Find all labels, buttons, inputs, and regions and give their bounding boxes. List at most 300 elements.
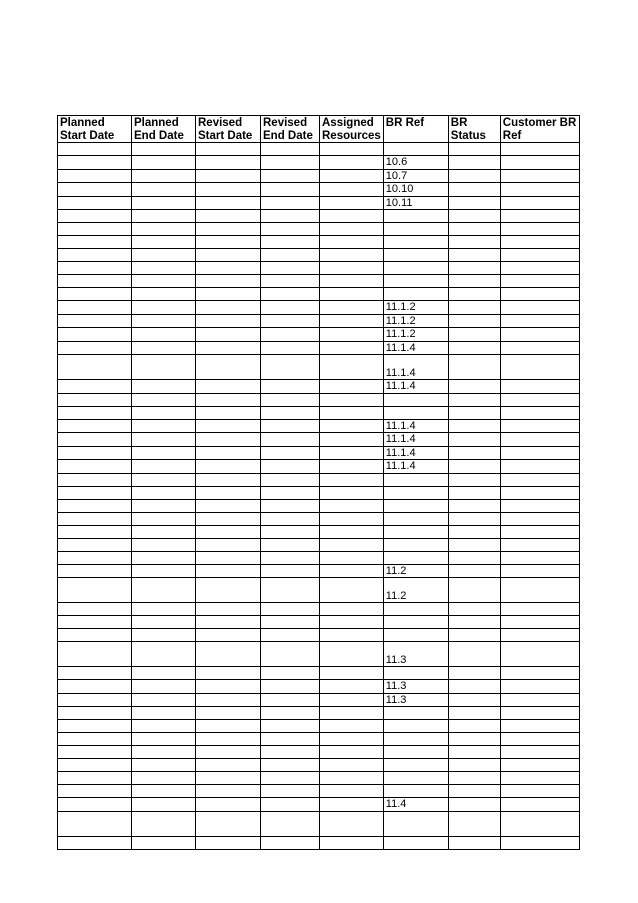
br-ref-cell[interactable]: 11.2 <box>383 564 448 578</box>
table-cell[interactable] <box>58 564 132 578</box>
table-cell[interactable] <box>261 759 320 772</box>
table-cell[interactable] <box>261 341 320 355</box>
table-cell[interactable] <box>320 564 384 578</box>
br-ref-cell[interactable] <box>383 746 448 759</box>
table-cell[interactable] <box>58 473 132 486</box>
table-cell[interactable] <box>448 746 500 759</box>
table-cell[interactable] <box>448 328 500 342</box>
table-cell[interactable] <box>261 578 320 603</box>
table-cell[interactable] <box>500 486 579 499</box>
table-cell[interactable] <box>58 433 132 447</box>
table-cell[interactable] <box>500 811 579 836</box>
table-cell[interactable] <box>132 460 196 474</box>
table-cell[interactable] <box>320 473 384 486</box>
table-cell[interactable] <box>448 667 500 680</box>
table-cell[interactable] <box>58 811 132 836</box>
table-cell[interactable] <box>196 603 261 616</box>
table-cell[interactable] <box>448 720 500 733</box>
br-ref-cell[interactable] <box>383 551 448 564</box>
table-cell[interactable] <box>132 578 196 603</box>
table-cell[interactable] <box>261 785 320 798</box>
br-ref-cell[interactable]: 11.4 <box>383 798 448 812</box>
table-cell[interactable] <box>261 707 320 720</box>
table-cell[interactable] <box>320 249 384 262</box>
table-cell[interactable] <box>132 746 196 759</box>
table-cell[interactable] <box>261 275 320 288</box>
table-cell[interactable] <box>196 156 261 170</box>
table-cell[interactable] <box>500 143 579 156</box>
table-cell[interactable] <box>196 210 261 223</box>
table-cell[interactable] <box>261 811 320 836</box>
table-cell[interactable] <box>320 707 384 720</box>
table-cell[interactable] <box>261 720 320 733</box>
br-ref-cell[interactable]: 10.7 <box>383 169 448 183</box>
table-cell[interactable] <box>448 473 500 486</box>
table-cell[interactable] <box>320 196 384 210</box>
table-cell[interactable] <box>320 210 384 223</box>
table-cell[interactable] <box>320 169 384 183</box>
table-cell[interactable] <box>132 551 196 564</box>
table-cell[interactable] <box>196 746 261 759</box>
table-cell[interactable] <box>261 419 320 433</box>
table-cell[interactable] <box>261 196 320 210</box>
table-cell[interactable] <box>320 262 384 275</box>
table-cell[interactable] <box>500 772 579 785</box>
table-cell[interactable] <box>196 262 261 275</box>
table-cell[interactable] <box>500 380 579 394</box>
table-cell[interactable] <box>58 499 132 512</box>
table-cell[interactable] <box>448 680 500 694</box>
table-cell[interactable] <box>261 629 320 642</box>
table-cell[interactable] <box>58 249 132 262</box>
table-cell[interactable] <box>500 551 579 564</box>
table-cell[interactable] <box>500 196 579 210</box>
table-cell[interactable] <box>196 538 261 551</box>
br-ref-cell[interactable] <box>383 525 448 538</box>
table-cell[interactable] <box>196 512 261 525</box>
table-cell[interactable] <box>196 525 261 538</box>
table-cell[interactable] <box>132 380 196 394</box>
table-cell[interactable] <box>320 380 384 394</box>
table-cell[interactable] <box>448 446 500 460</box>
table-cell[interactable] <box>320 341 384 355</box>
table-cell[interactable] <box>448 196 500 210</box>
table-cell[interactable] <box>196 486 261 499</box>
table-cell[interactable] <box>196 223 261 236</box>
table-cell[interactable] <box>132 169 196 183</box>
table-cell[interactable] <box>500 406 579 419</box>
table-cell[interactable] <box>261 236 320 249</box>
table-cell[interactable] <box>261 288 320 301</box>
table-cell[interactable] <box>448 460 500 474</box>
table-cell[interactable] <box>196 707 261 720</box>
table-cell[interactable] <box>261 836 320 849</box>
table-cell[interactable] <box>500 314 579 328</box>
table-cell[interactable] <box>448 733 500 746</box>
br-ref-cell[interactable] <box>383 210 448 223</box>
table-cell[interactable] <box>58 603 132 616</box>
table-cell[interactable] <box>261 616 320 629</box>
br-ref-cell[interactable] <box>383 720 448 733</box>
table-cell[interactable] <box>196 341 261 355</box>
table-cell[interactable] <box>448 275 500 288</box>
table-cell[interactable] <box>500 667 579 680</box>
table-cell[interactable] <box>320 183 384 197</box>
br-ref-cell[interactable] <box>383 473 448 486</box>
table-cell[interactable] <box>320 733 384 746</box>
table-cell[interactable] <box>261 512 320 525</box>
table-cell[interactable] <box>261 223 320 236</box>
table-cell[interactable] <box>132 341 196 355</box>
table-cell[interactable] <box>500 433 579 447</box>
table-cell[interactable] <box>261 551 320 564</box>
table-cell[interactable] <box>132 616 196 629</box>
table-cell[interactable] <box>448 798 500 812</box>
table-cell[interactable] <box>448 811 500 836</box>
table-cell[interactable] <box>500 183 579 197</box>
table-cell[interactable] <box>132 156 196 170</box>
table-cell[interactable] <box>448 836 500 849</box>
table-cell[interactable] <box>132 680 196 694</box>
br-ref-cell[interactable] <box>383 406 448 419</box>
table-cell[interactable] <box>320 156 384 170</box>
table-cell[interactable] <box>320 642 384 667</box>
br-ref-cell[interactable] <box>383 223 448 236</box>
table-cell[interactable] <box>500 746 579 759</box>
table-cell[interactable] <box>196 798 261 812</box>
br-ref-cell[interactable] <box>383 288 448 301</box>
br-ref-cell[interactable]: 11.1.2 <box>383 328 448 342</box>
br-ref-cell[interactable]: 11.1.4 <box>383 433 448 447</box>
table-cell[interactable] <box>500 210 579 223</box>
table-cell[interactable] <box>58 183 132 197</box>
table-cell[interactable] <box>320 355 384 380</box>
table-cell[interactable] <box>500 759 579 772</box>
table-cell[interactable] <box>448 538 500 551</box>
table-cell[interactable] <box>320 328 384 342</box>
br-ref-cell[interactable]: 11.1.4 <box>383 460 448 474</box>
table-cell[interactable] <box>132 314 196 328</box>
table-cell[interactable] <box>58 419 132 433</box>
table-cell[interactable] <box>196 667 261 680</box>
table-cell[interactable] <box>196 183 261 197</box>
table-cell[interactable] <box>320 836 384 849</box>
table-cell[interactable] <box>196 564 261 578</box>
table-cell[interactable] <box>261 301 320 315</box>
table-cell[interactable] <box>132 733 196 746</box>
table-cell[interactable] <box>58 406 132 419</box>
table-cell[interactable] <box>500 578 579 603</box>
table-cell[interactable] <box>132 629 196 642</box>
table-cell[interactable] <box>320 419 384 433</box>
table-cell[interactable] <box>196 169 261 183</box>
br-ref-cell[interactable] <box>383 236 448 249</box>
table-cell[interactable] <box>58 667 132 680</box>
table-cell[interactable] <box>448 707 500 720</box>
table-cell[interactable] <box>500 538 579 551</box>
table-cell[interactable] <box>448 183 500 197</box>
table-cell[interactable] <box>261 693 320 707</box>
table-cell[interactable] <box>320 811 384 836</box>
table-cell[interactable] <box>132 525 196 538</box>
table-cell[interactable] <box>132 836 196 849</box>
table-cell[interactable] <box>196 419 261 433</box>
table-cell[interactable] <box>500 642 579 667</box>
table-cell[interactable] <box>196 811 261 836</box>
br-ref-cell[interactable]: 11.1.4 <box>383 341 448 355</box>
table-cell[interactable] <box>196 499 261 512</box>
table-cell[interactable] <box>58 642 132 667</box>
table-cell[interactable] <box>448 143 500 156</box>
table-cell[interactable] <box>320 680 384 694</box>
table-cell[interactable] <box>132 288 196 301</box>
table-cell[interactable] <box>320 616 384 629</box>
table-cell[interactable] <box>58 210 132 223</box>
table-cell[interactable] <box>320 393 384 406</box>
table-cell[interactable] <box>448 759 500 772</box>
table-cell[interactable] <box>58 169 132 183</box>
table-cell[interactable] <box>261 603 320 616</box>
table-cell[interactable] <box>196 355 261 380</box>
table-cell[interactable] <box>320 288 384 301</box>
table-cell[interactable] <box>448 551 500 564</box>
table-cell[interactable] <box>58 616 132 629</box>
table-cell[interactable] <box>58 314 132 328</box>
table-cell[interactable] <box>320 301 384 315</box>
br-ref-cell[interactable] <box>383 836 448 849</box>
table-cell[interactable] <box>448 236 500 249</box>
table-cell[interactable] <box>320 798 384 812</box>
table-cell[interactable] <box>500 156 579 170</box>
table-cell[interactable] <box>196 406 261 419</box>
br-ref-cell[interactable] <box>383 707 448 720</box>
table-cell[interactable] <box>58 629 132 642</box>
table-cell[interactable] <box>196 328 261 342</box>
table-cell[interactable] <box>320 406 384 419</box>
table-cell[interactable] <box>448 262 500 275</box>
table-cell[interactable] <box>196 693 261 707</box>
table-cell[interactable] <box>196 785 261 798</box>
table-cell[interactable] <box>320 720 384 733</box>
table-cell[interactable] <box>132 759 196 772</box>
br-ref-cell[interactable] <box>383 249 448 262</box>
br-ref-cell[interactable] <box>383 733 448 746</box>
br-ref-cell[interactable] <box>383 262 448 275</box>
table-cell[interactable] <box>58 236 132 249</box>
table-cell[interactable] <box>132 642 196 667</box>
table-cell[interactable] <box>500 680 579 694</box>
table-cell[interactable] <box>196 680 261 694</box>
table-cell[interactable] <box>58 380 132 394</box>
table-cell[interactable] <box>448 603 500 616</box>
table-cell[interactable] <box>448 433 500 447</box>
table-cell[interactable] <box>261 667 320 680</box>
table-cell[interactable] <box>500 693 579 707</box>
table-cell[interactable] <box>196 629 261 642</box>
table-cell[interactable] <box>320 525 384 538</box>
table-cell[interactable] <box>58 785 132 798</box>
table-cell[interactable] <box>320 512 384 525</box>
br-ref-cell[interactable] <box>383 143 448 156</box>
table-cell[interactable] <box>132 785 196 798</box>
table-cell[interactable] <box>58 328 132 342</box>
table-cell[interactable] <box>261 169 320 183</box>
table-cell[interactable] <box>261 156 320 170</box>
table-cell[interactable] <box>500 288 579 301</box>
br-ref-cell[interactable] <box>383 759 448 772</box>
table-cell[interactable] <box>132 183 196 197</box>
table-cell[interactable] <box>448 341 500 355</box>
br-ref-cell[interactable] <box>383 499 448 512</box>
table-cell[interactable] <box>320 143 384 156</box>
table-cell[interactable] <box>196 249 261 262</box>
br-ref-cell[interactable]: 10.10 <box>383 183 448 197</box>
table-cell[interactable] <box>132 473 196 486</box>
table-cell[interactable] <box>132 486 196 499</box>
table-cell[interactable] <box>196 578 261 603</box>
table-cell[interactable] <box>132 693 196 707</box>
table-cell[interactable] <box>500 236 579 249</box>
table-cell[interactable] <box>320 693 384 707</box>
table-cell[interactable] <box>500 733 579 746</box>
table-cell[interactable] <box>132 210 196 223</box>
table-cell[interactable] <box>500 616 579 629</box>
br-ref-cell[interactable]: 11.1.2 <box>383 301 448 315</box>
table-cell[interactable] <box>58 733 132 746</box>
table-cell[interactable] <box>448 785 500 798</box>
table-cell[interactable] <box>132 707 196 720</box>
table-cell[interactable] <box>58 798 132 812</box>
table-cell[interactable] <box>500 836 579 849</box>
table-cell[interactable] <box>261 499 320 512</box>
table-cell[interactable] <box>261 380 320 394</box>
table-cell[interactable] <box>58 707 132 720</box>
table-cell[interactable] <box>58 578 132 603</box>
table-cell[interactable] <box>500 262 579 275</box>
table-cell[interactable] <box>320 667 384 680</box>
br-ref-cell[interactable]: 10.6 <box>383 156 448 170</box>
table-cell[interactable] <box>261 642 320 667</box>
table-cell[interactable] <box>132 262 196 275</box>
table-cell[interactable] <box>132 275 196 288</box>
table-cell[interactable] <box>132 196 196 210</box>
table-cell[interactable] <box>132 301 196 315</box>
table-cell[interactable] <box>448 393 500 406</box>
table-cell[interactable] <box>500 499 579 512</box>
table-cell[interactable] <box>196 314 261 328</box>
table-cell[interactable] <box>261 772 320 785</box>
table-cell[interactable] <box>448 499 500 512</box>
table-cell[interactable] <box>132 393 196 406</box>
table-cell[interactable] <box>320 433 384 447</box>
table-cell[interactable] <box>196 460 261 474</box>
br-ref-cell[interactable]: 11.1.4 <box>383 446 448 460</box>
table-cell[interactable] <box>500 419 579 433</box>
table-cell[interactable] <box>196 733 261 746</box>
table-cell[interactable] <box>320 746 384 759</box>
br-ref-cell[interactable]: 10.11 <box>383 196 448 210</box>
table-cell[interactable] <box>196 446 261 460</box>
table-cell[interactable] <box>261 314 320 328</box>
table-cell[interactable] <box>132 798 196 812</box>
table-cell[interactable] <box>320 629 384 642</box>
table-cell[interactable] <box>58 512 132 525</box>
table-cell[interactable] <box>261 183 320 197</box>
table-cell[interactable] <box>500 603 579 616</box>
table-cell[interactable] <box>261 733 320 746</box>
br-ref-cell[interactable] <box>383 603 448 616</box>
table-cell[interactable] <box>132 143 196 156</box>
table-cell[interactable] <box>196 473 261 486</box>
table-cell[interactable] <box>132 355 196 380</box>
table-cell[interactable] <box>58 275 132 288</box>
table-cell[interactable] <box>500 473 579 486</box>
br-ref-cell[interactable]: 11.2 <box>383 578 448 603</box>
table-cell[interactable] <box>500 525 579 538</box>
br-ref-cell[interactable]: 11.1.4 <box>383 419 448 433</box>
table-cell[interactable] <box>261 328 320 342</box>
table-cell[interactable] <box>58 538 132 551</box>
table-cell[interactable] <box>261 406 320 419</box>
br-ref-cell[interactable] <box>383 629 448 642</box>
table-cell[interactable] <box>132 223 196 236</box>
br-ref-cell[interactable] <box>383 667 448 680</box>
table-cell[interactable] <box>196 642 261 667</box>
table-cell[interactable] <box>448 629 500 642</box>
table-cell[interactable] <box>500 785 579 798</box>
table-cell[interactable] <box>500 629 579 642</box>
table-cell[interactable] <box>261 746 320 759</box>
table-cell[interactable] <box>58 143 132 156</box>
table-cell[interactable] <box>261 262 320 275</box>
br-ref-cell[interactable] <box>383 785 448 798</box>
table-cell[interactable] <box>196 433 261 447</box>
table-cell[interactable] <box>261 355 320 380</box>
table-cell[interactable] <box>196 288 261 301</box>
br-ref-cell[interactable] <box>383 486 448 499</box>
table-cell[interactable] <box>320 578 384 603</box>
table-cell[interactable] <box>132 236 196 249</box>
table-cell[interactable] <box>58 772 132 785</box>
table-cell[interactable] <box>500 341 579 355</box>
table-cell[interactable] <box>58 341 132 355</box>
table-cell[interactable] <box>261 446 320 460</box>
br-ref-cell[interactable] <box>383 275 448 288</box>
table-cell[interactable] <box>448 355 500 380</box>
table-cell[interactable] <box>500 275 579 288</box>
br-ref-cell[interactable]: 11.3 <box>383 680 448 694</box>
br-ref-cell[interactable]: 11.3 <box>383 642 448 667</box>
br-ref-cell[interactable] <box>383 512 448 525</box>
table-cell[interactable] <box>261 433 320 447</box>
table-cell[interactable] <box>132 433 196 447</box>
table-cell[interactable] <box>196 236 261 249</box>
table-cell[interactable] <box>58 288 132 301</box>
table-cell[interactable] <box>196 275 261 288</box>
table-cell[interactable] <box>58 759 132 772</box>
table-cell[interactable] <box>58 460 132 474</box>
table-cell[interactable] <box>132 772 196 785</box>
table-cell[interactable] <box>196 616 261 629</box>
table-cell[interactable] <box>196 380 261 394</box>
table-cell[interactable] <box>261 473 320 486</box>
table-cell[interactable] <box>448 419 500 433</box>
table-cell[interactable] <box>320 446 384 460</box>
table-cell[interactable] <box>58 746 132 759</box>
table-cell[interactable] <box>196 836 261 849</box>
br-ref-cell[interactable]: 11.3 <box>383 693 448 707</box>
table-cell[interactable] <box>132 406 196 419</box>
